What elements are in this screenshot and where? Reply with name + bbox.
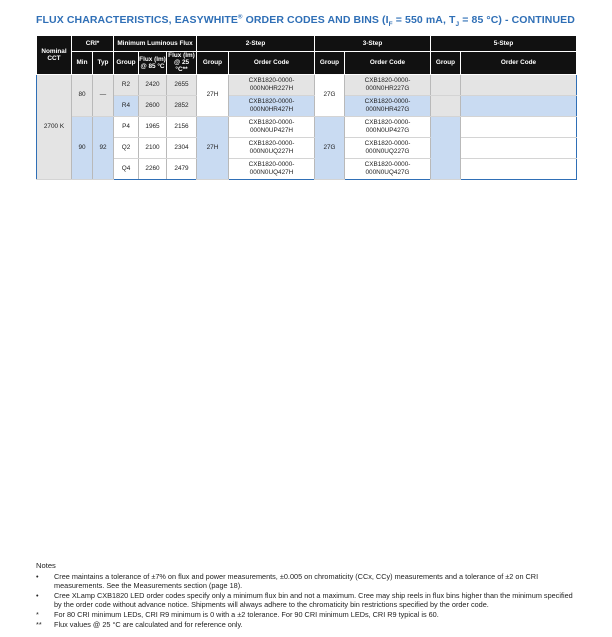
cell-3step-group: 27G [315, 116, 345, 179]
cell-cri-typ: 92 [93, 116, 114, 179]
header-5-step: 5-Step [431, 36, 577, 52]
header-nominal-cct: Nominal CCT [37, 36, 72, 75]
cell-2step-order-code: CXB1820-0000-000N0HR427H [229, 95, 315, 116]
cell-nominal-cct: 2700 K [37, 74, 72, 179]
note-text: Flux values @ 25 °C are calculated and for reference only. [54, 619, 243, 629]
table-row [37, 74, 577, 95]
cell-flux-group: Q4 [114, 158, 139, 179]
cell-5step-order-code [461, 116, 577, 137]
cell-flux-25: 2156 [167, 116, 197, 137]
header-cri-min: Min [72, 52, 93, 75]
cell-flux-85: 1965 [139, 116, 167, 137]
header-cri: CRI* [72, 36, 114, 52]
cell-5step-order-code [461, 95, 577, 116]
table-row [37, 137, 577, 158]
note-marker: * [36, 609, 39, 619]
cell-flux-25: 2852 [167, 95, 197, 116]
header-5step-order-code: Order Code [461, 52, 577, 75]
header-3step-group: Group [315, 52, 345, 75]
cell-5step-group [431, 95, 461, 116]
header-2step-group: Group [197, 52, 229, 75]
cell-3step-order-code: CXB1820-0000-000N0UQ427G [345, 158, 431, 179]
cell-flux-group: R2 [114, 74, 139, 95]
header-5step-group: Group [431, 52, 461, 75]
header-min-flux: Minimum Luminous Flux [114, 36, 197, 52]
cell-3step-order-code: CXB1820-0000-000N0UP427G [345, 116, 431, 137]
cell-flux-group: P4 [114, 116, 139, 137]
header-3step-order-code: Order Code [345, 52, 431, 75]
table-row [37, 116, 577, 137]
header-flux-85: Flux (lm) @ 85 °C [139, 52, 167, 75]
cell-2step-order-code: CXB1820-0000-000N0UQ227H [229, 137, 315, 158]
notes-heading: Notes [36, 561, 56, 570]
note-marker: • [36, 571, 39, 581]
note-item [36, 572, 578, 591]
cell-5step-order-code [461, 137, 577, 158]
cell-flux-25: 2304 [167, 137, 197, 158]
header-3-step: 3-Step [315, 36, 431, 52]
cell-5step-group [431, 74, 461, 95]
cell-2step-order-code: CXB1820-0000-000N0UP427H [229, 116, 315, 137]
cell-flux-25: 2479 [167, 158, 197, 179]
cell-flux-85: 2420 [139, 74, 167, 95]
cell-flux-85: 2600 [139, 95, 167, 116]
table-row [37, 158, 577, 179]
cell-flux-25: 2655 [167, 74, 197, 95]
header-cri-typ: Typ [93, 52, 114, 75]
cell-2step-group: 27H [197, 116, 229, 179]
notes-section [36, 561, 578, 629]
note-text: For 80 CRI minimum LEDs, CRI R9 minimum is 0 with a ±2 tolerance. For 90 CRI minimum LEDs, CRI R9 typical is 60. [54, 609, 439, 619]
cell-2step-group: 27H [197, 74, 229, 116]
page-title: FLUX CHARACTERISTICS, EASYWHITE® ORDER CODES AND BINS ($I_F = 550$ mA, $T_J = 85$ °C) - CONTINUED [36, 14, 575, 29]
header-2step-order-code: Order Code [229, 52, 315, 75]
table-row [37, 95, 577, 116]
cell-5step-order-code [461, 158, 577, 179]
cell-3step-order-code: CXB1820-0000-000N0UQ227G [345, 137, 431, 158]
note-text: Cree XLamp CXB1820 LED order codes specify only a minimum flux bin and not a maximum. Cree may ship reels in flux bins higher than the minimum specified by the order code without advance notice. Shipments will always adhere to the chromaticity bin restrictions specified by the order code. [54, 590, 573, 610]
note-text: Cree maintains a tolerance of ±7% on flux and power measurements, ±0.005 on chromaticity (CCx, CCy) measurements and a tolerance of ±2 on CRI measurements. See the Measurements section (page 18). [54, 571, 539, 591]
note-item [36, 620, 578, 630]
cell-3step-order-code: CXB1820-0000-000N0HR227G [345, 74, 431, 95]
cell-2step-order-code: CXB1820-0000-000N0UQ427H [229, 158, 315, 179]
cell-3step-order-code: CXB1820-0000-000N0HR427G [345, 95, 431, 116]
header-flux-25: Flux (lm) @ 25 °C** [168, 52, 195, 74]
header-2-step: 2-Step [197, 36, 315, 52]
cell-flux-85: 2260 [139, 158, 167, 179]
note-marker: ** [36, 619, 42, 629]
cell-cri-typ: — [93, 74, 114, 116]
cell-5step-group [431, 116, 461, 179]
cell-5step-order-code [461, 74, 577, 95]
note-item [36, 591, 578, 610]
cell-flux-85: 2100 [139, 137, 167, 158]
flux-table [36, 35, 577, 180]
cell-2step-order-code: CXB1820-0000-000N0HR227H [229, 74, 315, 95]
note-marker: • [36, 590, 39, 600]
cell-flux-group: R4 [114, 95, 139, 116]
header-flux-group: Group [114, 52, 139, 75]
cell-cri-min: 90 [72, 116, 93, 179]
cell-cri-min: 80 [72, 74, 93, 116]
note-item [36, 610, 578, 620]
cell-3step-group: 27G [315, 74, 345, 116]
cell-flux-group: Q2 [114, 137, 139, 158]
